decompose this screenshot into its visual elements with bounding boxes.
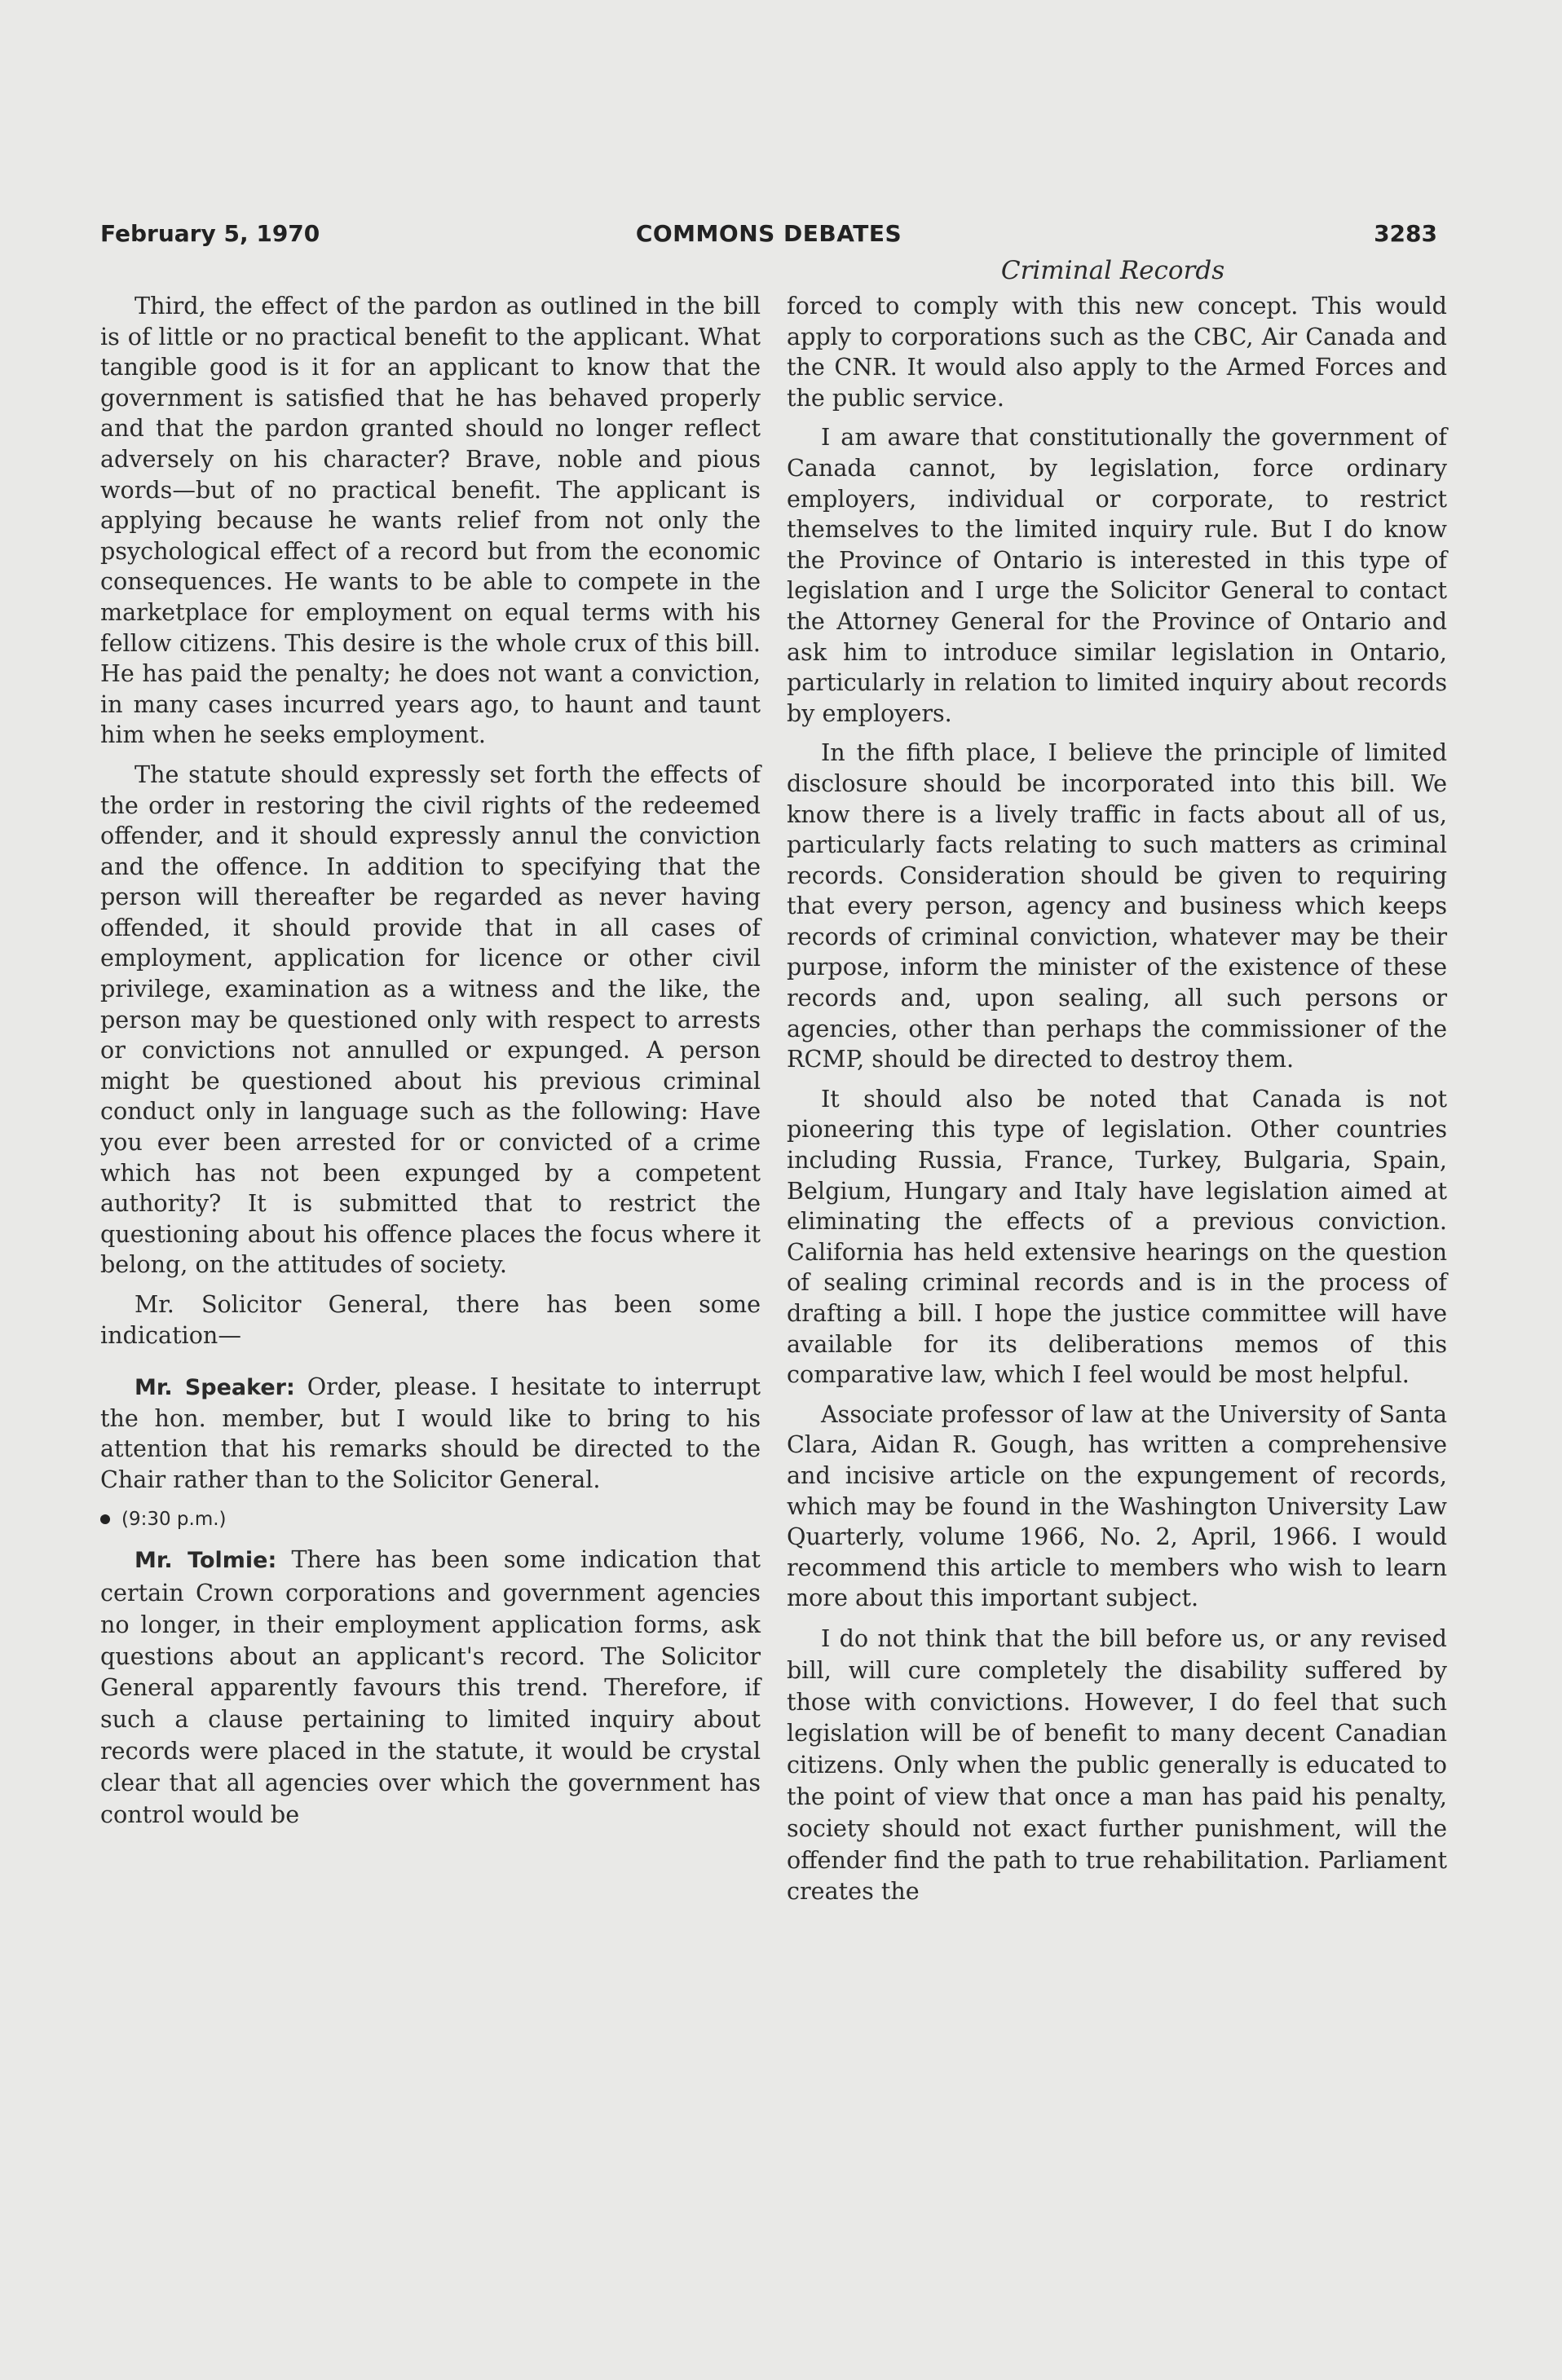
paragraph: The statute should expressly set forth the effects of the order in restoring the civil rights of the redeemed offender, and it should expressly annul the conviction and the offence. In addition to specifying that the person will thereafter be regarded as never having offended, it should provide that in all cases of employment, application for licence or other civil privilege, examination as a witness and the like, the person may be questioned only with respect to arrests or convictions not annulled or expunged. A person might be questioned about his previous criminal conduct only in language such as the following: Have you ever been arrested for or convicted of a crime which has not been expunged by a competent authority? It is submitted that to restrict the questioning about his offence places the focus where it belong, on the attitudes of society. [100, 760, 761, 1279]
paragraph: Associate professor of law at the University of Santa Clara, Aidan R. Gough, has written a comprehensive and incisive article on the expungement of records, which may be found in the Washington University Law Quarterly, volume 1966, No. 2, April, 1966. I would recommend this article to members who wish to learn more about this important subject. [787, 1399, 1447, 1612]
time-marker [100, 1505, 761, 1536]
time-text: (9:30 p.m.) [121, 1508, 227, 1530]
paragraph: It should also be noted that Canada is not pioneering this type of legislation. Other countries including Russia, France, Turkey, Bulgaria, Spain, Belgium, Hungary and Italy have legislation aimed at eliminating the effects of a previous conviction. California has held extensive hearings on the question of sealing criminal records and is in the process of drafting a bill. I hope the justice committee will have available for its deliberations memos of this comparative law, which I feel would be most helpful. [787, 1084, 1447, 1389]
paragraph: I do not think that the bill before us, or any revised bill, will cure completely the disability suffered by those with convictions. However, I do feel that such legislation will be of benefit to many decent Canadian citizens. Only when the public generally is educated to the point of view that once a man has paid his penalty, society should not exact further punishment, will the offender find the path to true rehabilitation. Parliament creates the [787, 1624, 1447, 1906]
bullet-icon [100, 1514, 110, 1524]
header-date: February 5, 1970 [100, 220, 320, 247]
speaker-name: Mr. Speaker: [135, 1375, 295, 1401]
speaker-text: Order, please. I hesitate to interrupt the hon. member, but I would like to bring to his attention that his remarks should be directed to the Chair rather than to the Solicitor General. [100, 1373, 761, 1493]
speaker-paragraph [100, 1372, 761, 1495]
right-column [787, 291, 1447, 1916]
paragraph: Third, the effect of the pardon as outlined in the bill is of little or no practical benefit to the applicant. What tangible good is it for an applicant to know that the government is satisfied that he has behaved properly and that the pardon granted should no longer reflect adversely on his character? Brave, noble and pious words—but of no practical benefit. The applicant is applying because he wants relief from not only the psychological effect of a record but from the economic consequences. He wants to be able to compete in the marketplace for employment on equal terms with his fellow citizens. This desire is the whole crux of this bill. He has paid the penalty; he does not want a conviction, in many cases incurred years ago, to haunt and taunt him when he seeks employment. [100, 292, 761, 749]
paragraph: In the fifth place, I believe the principle of limited disclosure should be incorporated into this bill. We know there is a lively traffic in facts about all of us, particularly facts relating to such matters as criminal records. Consideration should be given to requiring that every person, agency and business which keeps records of criminal conviction, whatever may be their purpose, inform the minister of the existence of these records and, upon sealing, all such persons or agencies, other than perhaps the commissioner of the RCMP, should be directed to destroy them. [787, 738, 1447, 1073]
speaker-name: Mr. Tolmie: [135, 1548, 277, 1574]
header-title: COMMONS DEBATES [635, 220, 902, 247]
section-title: Criminal Records [1000, 256, 1225, 285]
speaker-paragraph [100, 1544, 761, 1830]
paragraph: I am aware that constitutionally the government of Canada cannot, by legislation, force ordinary employers, individual or corporate, to restrict themselves to the limited inquiry rule. But I do know the Province of Ontario is interested in this type of legislation and I urge the Solicitor General to contact the Attorney General for the Province of Ontario and ask him to introduce similar legislation in Ontario, particularly in relation to limited inquiry about records by employers. [787, 423, 1447, 727]
paragraph: forced to comply with this new concept. This would apply to corporations such as the CBC, Air Canada and the CNR. It would also apply to the Armed Forces and the public service. [787, 292, 1447, 412]
page-number: 3283 [1374, 220, 1437, 247]
speaker-text: There has been some indication that certain Crown corporations and government agencies no longer, in their employment application forms, ask questions about an applicant's record. The Solicitor General apparently favours this trend. Therefore, if such a clause pertaining to limited inquiry about records were placed in the statute, it would be crystal clear that all agencies over which the government has control would be [100, 1545, 761, 1828]
left-column [100, 291, 761, 1839]
paragraph: Mr. Solicitor General, there has been some indication— [100, 1290, 761, 1349]
